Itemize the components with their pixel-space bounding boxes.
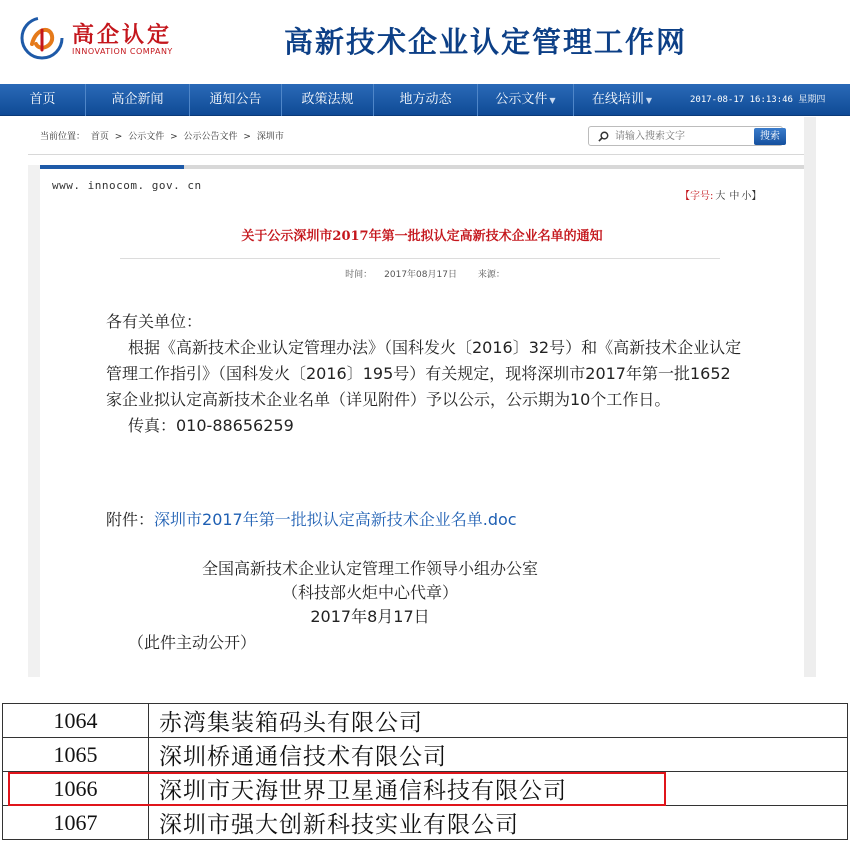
nav-item-label: 首页 (29, 92, 56, 107)
chevron-down-icon: ▼ (645, 96, 653, 105)
chevron-down-icon: ▼ (549, 96, 556, 105)
page-gutter-left (28, 165, 40, 677)
font-size-label: 【字号: (680, 191, 714, 202)
public-note: （此件主动公开） (128, 633, 257, 652)
article-card (40, 165, 804, 677)
company-name: 深圳桥通通信技术有限公司 (149, 738, 848, 772)
signature-sub: （科技部火炬中心代章） (281, 583, 458, 602)
breadcrumb-separator: > (114, 132, 123, 142)
article-meta (40, 267, 804, 280)
title-divider (120, 258, 720, 259)
table-row (3, 738, 848, 772)
breadcrumb-prefix: 当前位置： (40, 132, 86, 142)
breadcrumb-link-announcements[interactable]: 公示公告文件 (183, 132, 238, 142)
nav-item-notices[interactable] (190, 84, 282, 116)
breadcrumb-link-home[interactable]: 首页 (90, 132, 109, 142)
company-name: 赤湾集装箱码头有限公司 (149, 704, 848, 738)
page-gutter-right (804, 117, 816, 677)
attachment-link[interactable]: 深圳市2017年第一批拟认定高新技术企业名单.doc (154, 510, 517, 529)
logo-text-cn: 高企认定 (72, 22, 173, 48)
company-name: 深圳市天海世界卫星通信科技有限公司 (149, 772, 848, 806)
breadcrumb-separator: > (170, 132, 178, 142)
row-number: 1065 (3, 738, 149, 772)
font-size-control (680, 187, 761, 202)
site-header (0, 0, 850, 84)
attachment-label: 附件： (106, 510, 155, 529)
nav-item-label: 通知公告 (209, 92, 262, 107)
signature-org: 全国高新技术企业认定管理工作领导小组办公室 (201, 559, 538, 578)
body-paragraph: 根据《高新技术企业认定管理办法》（国科发火〔2016〕32号）和《高新技术企业认定管理工作指引》（国科发火〔2016〕195号）有关规定，现将深圳市2017年第一批1652家企业拟认定高新技术企业名单（详见附件）予以公示，公示期为10个工作日。 (106, 338, 742, 409)
nav-item-home[interactable] (0, 84, 86, 116)
nav-item-label: 在线培训 (591, 92, 644, 107)
breadcrumb-link-public-files[interactable]: 公示文件 (128, 132, 165, 142)
search-input[interactable] (615, 128, 745, 144)
search-icon (598, 131, 609, 142)
signature-block (40, 557, 700, 629)
site-domain: www. innocom. gov. cn (52, 179, 202, 192)
source-label: 来源： (477, 270, 505, 280)
nav-item-local[interactable] (374, 84, 478, 116)
row-number: 1067 (3, 806, 149, 840)
breadcrumb (40, 129, 287, 142)
nav-item-label: 公示文件 (495, 92, 548, 107)
nav-item-policies[interactable] (282, 84, 374, 116)
table-row (3, 806, 848, 840)
logo-swirl-icon (18, 14, 66, 62)
row-number: 1066 (3, 772, 149, 806)
breadcrumb-current: 深圳市 (256, 132, 284, 142)
font-size-large[interactable]: 大 (715, 191, 726, 202)
logo-text-en: INNOVATION COMPANY (72, 47, 173, 56)
nav-item-training[interactable] (574, 84, 670, 116)
site-title: 高新技术企业认定管理工作网 (284, 25, 688, 59)
breadcrumb-bar (28, 117, 804, 155)
fax-line: 传真：010-88656259 (128, 416, 294, 435)
row-highlight-box (8, 772, 666, 806)
table-row (3, 704, 848, 738)
time-value: 2017年08月17日 (384, 270, 457, 280)
signature-date: 2017年8月17日 (310, 607, 430, 626)
site-logo[interactable] (18, 14, 218, 64)
row-number: 1064 (3, 704, 149, 738)
search-button[interactable]: 搜索 (754, 128, 786, 145)
company-name: 深圳市强大创新科技实业有限公司 (149, 806, 848, 840)
article-body (106, 309, 742, 439)
nav-item-label: 高企新闻 (111, 92, 164, 107)
nav-datetime: 2017-08-17 16:13:46 星期四 (690, 95, 826, 105)
nav-item-public-files[interactable] (478, 84, 574, 116)
font-size-medium[interactable]: 中 (729, 191, 740, 202)
time-label: 时间： (345, 270, 373, 280)
card-tab-divider (184, 165, 804, 169)
nav-item-label: 地方动态 (399, 92, 452, 107)
breadcrumb-separator: > (243, 132, 251, 142)
attachment-line (106, 507, 517, 530)
font-size-small[interactable]: 小】 (741, 191, 762, 202)
nav-item-label: 政策法规 (301, 92, 354, 107)
nav-item-news[interactable] (86, 84, 190, 116)
main-nav (0, 84, 850, 116)
article-title: 关于公示深圳市2017年第一批拟认定高新技术企业名单的通知 (241, 229, 603, 244)
salutation: 各有关单位： (106, 312, 203, 331)
